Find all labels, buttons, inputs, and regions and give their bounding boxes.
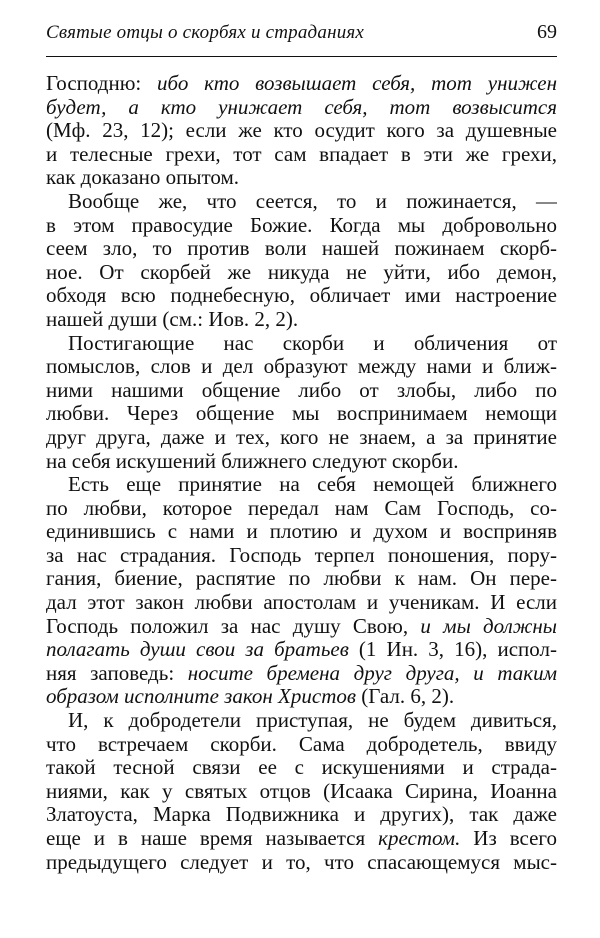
text-line [46, 803, 557, 827]
header-rule [46, 56, 557, 57]
text-line [46, 284, 557, 308]
italic-quote: будет, а кто унижает себя, тот возвысится [46, 95, 557, 119]
text-run: Господню: [46, 72, 158, 95]
italic-quote: полагать души свои за братьев [46, 638, 349, 662]
text-run: нашей души (см.: Иов. 2, 2). [46, 307, 299, 331]
text-run: любви. Через общение мы воспринимаем немощи [46, 402, 557, 426]
text-run: что встречаем скорби. Сама добродетель, ввиду [46, 732, 557, 756]
text-line [46, 567, 557, 591]
text-line [46, 827, 557, 851]
text-line [46, 497, 557, 521]
text-line [46, 473, 557, 497]
text-line [46, 190, 557, 214]
body-text [46, 72, 557, 874]
italic-quote: носите бремена друг друга, и таким [187, 661, 557, 685]
text-run: Вообще же, что сеется, то и пожинается, — [68, 189, 557, 213]
text-run: в этом правосудие Божие. Когда мы добровольно [46, 213, 557, 237]
text-run: дал этот закон любви апостолам и ученикам. И если [46, 591, 557, 615]
text-line [46, 709, 557, 733]
text-run: помыслов, слов и дел образуют между нами и ближ- [46, 355, 557, 379]
text-run: по любви, которое передал нам Сам Господь, со- [46, 496, 557, 520]
text-line [46, 520, 557, 544]
text-run: (1 Ин. 3, 16), испол- [348, 638, 557, 662]
text-line [46, 544, 557, 568]
text-run: как доказано опытом. [46, 166, 240, 190]
text-run: ними нашими общение либо от злобы, либо по [46, 378, 557, 402]
text-line [46, 450, 557, 474]
text-run: Есть еще принятие на себя немощей ближнего [68, 473, 557, 497]
page-number: 69 [537, 21, 557, 43]
text-run: И, к добродетели приступая, не будем дивиться, [68, 709, 557, 733]
text-line [46, 591, 557, 615]
text-line [46, 143, 557, 167]
text-run: на себя искушений ближнего следуют скорби. [46, 449, 459, 473]
text-run: обходя всю поднебесную, обличает ими настроение [46, 284, 557, 308]
text-line [46, 379, 557, 403]
text-line [46, 119, 557, 143]
text-run: Господь положил за нас душу Свою, [46, 614, 421, 638]
italic-quote: ибо кто возвышает себя, тот унижен [157, 72, 557, 95]
text-line [46, 214, 557, 238]
text-line [46, 685, 557, 709]
running-header [46, 16, 557, 52]
text-run: гания, биение, распятие по любви к нам. Он пере- [46, 567, 557, 591]
text-line [46, 638, 557, 662]
text-line [46, 733, 557, 757]
italic-quote: образом исполните закон Христов [46, 685, 356, 709]
text-line [46, 96, 557, 120]
text-line [46, 402, 557, 426]
text-line [46, 426, 557, 450]
text-line [46, 166, 557, 190]
text-run: Златоуста, Марка Подвижника и других), так даже [46, 803, 557, 827]
text-line [46, 332, 557, 356]
text-run: такой тесной связи ее с искушениями и страда- [46, 756, 557, 780]
text-run: предыдущего следует и то, что спасающемуся мыс- [46, 850, 557, 874]
text-line [46, 72, 557, 96]
text-line [46, 308, 557, 332]
text-run: еще и в наше время называется [46, 827, 379, 850]
text-line [46, 261, 557, 285]
italic-quote: крестом. [378, 827, 461, 850]
text-run: сеем зло, то против воли нашей пожинаем скорб- [46, 237, 557, 261]
text-run: Постигающие нас скорби и обличения от [68, 331, 557, 355]
text-line [46, 780, 557, 804]
running-title: Святые отцы о скорбях и страданиях [46, 22, 365, 43]
text-run: (Мф. 23, 12); если же кто осудит кого за душевные [46, 119, 557, 143]
text-line [46, 615, 557, 639]
text-run: няя заповедь: [46, 661, 188, 685]
text-run: ниями, как у святых отцов (Исаака Сирина, Иоанна [46, 779, 557, 803]
text-run: за нас страдания. Господь терпел поношения, пору- [46, 543, 557, 567]
text-line [46, 237, 557, 261]
text-run: Из всего [460, 827, 557, 850]
text-line [46, 662, 557, 686]
text-line [46, 355, 557, 379]
text-run: друг друга, даже и тех, кого не знаем, а за принятие [46, 425, 557, 449]
text-run: ное. От скорбей же никуда не уйти, ибо демон, [46, 260, 557, 284]
text-run: (Гал. 6, 2). [355, 685, 455, 709]
text-run: и телесные грехи, тот сам впадает в эти же грехи, [46, 142, 557, 166]
italic-quote: и мы должны [420, 614, 557, 638]
text-line [46, 756, 557, 780]
text-line [46, 851, 557, 875]
text-run: единившись с нами и плотию и духом и восприняв [46, 520, 557, 544]
